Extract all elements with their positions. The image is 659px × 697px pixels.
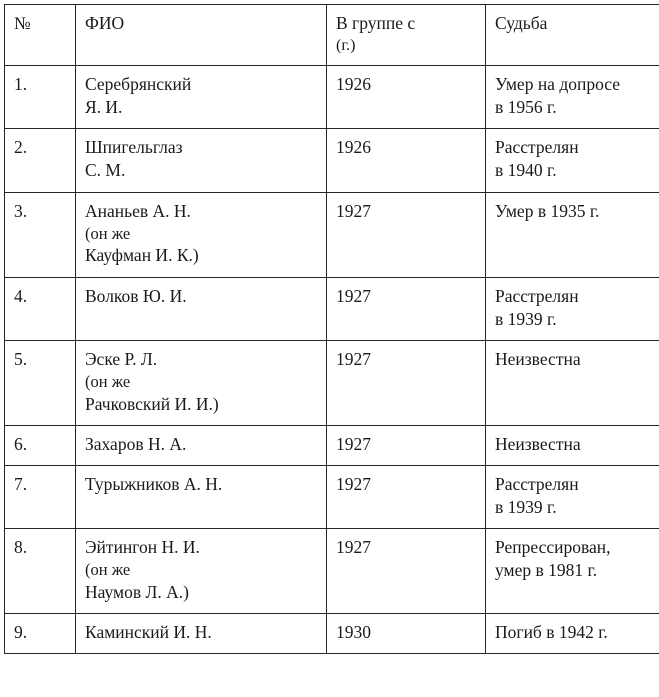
cell-full-name (76, 66, 327, 129)
name-line: С. М. (85, 159, 317, 182)
cell-fate (486, 66, 659, 129)
fate-line: Репрессирован, (495, 536, 659, 559)
cell-year-joined: 1926 (327, 66, 486, 129)
table-row (5, 528, 659, 613)
column-header-since-main: В группе с (336, 13, 415, 33)
fate-line: в 1939 г. (495, 308, 659, 331)
cell-row-number: 2. (5, 129, 76, 192)
cell-row-number: 9. (5, 613, 76, 653)
cell-row-number: 6. (5, 425, 76, 465)
name-line: Кауфман И. К.) (85, 244, 317, 267)
name-line: Наумов Л. А.) (85, 581, 317, 604)
fate-line: Умер в 1935 г. (495, 200, 659, 223)
cell-year-joined: 1927 (327, 425, 486, 465)
name-line: Волков Ю. И. (85, 285, 317, 308)
cell-year-joined: 1927 (327, 277, 486, 340)
column-header-since-unit: (г.) (336, 35, 476, 56)
name-line: Я. И. (85, 96, 317, 119)
cell-fate (486, 528, 659, 613)
cell-fate (486, 465, 659, 528)
name-line: Эске Р. Л. (85, 348, 317, 371)
table-row (5, 613, 659, 653)
name-line: (он же (85, 371, 317, 393)
fate-line: умер в 1981 г. (495, 559, 659, 582)
name-line: Рачковский И. И.) (85, 393, 317, 416)
cell-fate (486, 613, 659, 653)
column-header-name: ФИО (76, 5, 327, 66)
fate-line: Неизвестна (495, 348, 659, 371)
name-line: Ананьев А. Н. (85, 200, 317, 223)
table-row (5, 465, 659, 528)
table-row (5, 192, 659, 277)
cell-row-number: 1. (5, 66, 76, 129)
cell-full-name (76, 613, 327, 653)
fate-line: в 1939 г. (495, 496, 659, 519)
fate-line: в 1940 г. (495, 159, 659, 182)
cell-year-joined: 1927 (327, 340, 486, 425)
cell-fate (486, 192, 659, 277)
fate-line: Умер на допросе (495, 73, 659, 96)
table-row (5, 129, 659, 192)
cell-fate (486, 340, 659, 425)
fate-line: Расстрелян (495, 285, 659, 308)
cell-row-number: 3. (5, 192, 76, 277)
name-line: Шпигельглаз (85, 136, 317, 159)
cell-row-number: 4. (5, 277, 76, 340)
table-row (5, 277, 659, 340)
document-page (0, 4, 659, 697)
cell-full-name (76, 129, 327, 192)
cell-fate (486, 425, 659, 465)
fate-line: Погиб в 1942 г. (495, 621, 659, 644)
table-header (5, 5, 659, 66)
name-line: Эйтингон Н. И. (85, 536, 317, 559)
table-body (5, 66, 659, 654)
column-header-since (327, 5, 486, 66)
cell-row-number: 8. (5, 528, 76, 613)
cell-full-name (76, 425, 327, 465)
name-line: Каминский И. Н. (85, 621, 317, 644)
table-row (5, 425, 659, 465)
fate-line: в 1956 г. (495, 96, 659, 119)
table-header-row (5, 5, 659, 66)
cell-year-joined: 1927 (327, 528, 486, 613)
personnel-table (4, 4, 659, 654)
cell-year-joined: 1930 (327, 613, 486, 653)
column-header-fate: Судьба (486, 5, 659, 66)
name-line: (он же (85, 223, 317, 245)
cell-full-name (76, 340, 327, 425)
fate-line: Расстрелян (495, 473, 659, 496)
cell-row-number: 5. (5, 340, 76, 425)
cell-year-joined: 1927 (327, 192, 486, 277)
cell-year-joined: 1927 (327, 465, 486, 528)
cell-row-number: 7. (5, 465, 76, 528)
cell-year-joined: 1926 (327, 129, 486, 192)
cell-fate (486, 277, 659, 340)
cell-full-name (76, 465, 327, 528)
table-row (5, 340, 659, 425)
name-line: Захаров Н. А. (85, 433, 317, 456)
table-row (5, 66, 659, 129)
fate-line: Неизвестна (495, 433, 659, 456)
name-line: Серебрянский (85, 73, 317, 96)
cell-full-name (76, 528, 327, 613)
column-header-number: № (5, 5, 76, 66)
fate-line: Расстрелян (495, 136, 659, 159)
cell-full-name (76, 192, 327, 277)
name-line: Турыжников А. Н. (85, 473, 317, 496)
name-line: (он же (85, 559, 317, 581)
cell-fate (486, 129, 659, 192)
cell-full-name (76, 277, 327, 340)
